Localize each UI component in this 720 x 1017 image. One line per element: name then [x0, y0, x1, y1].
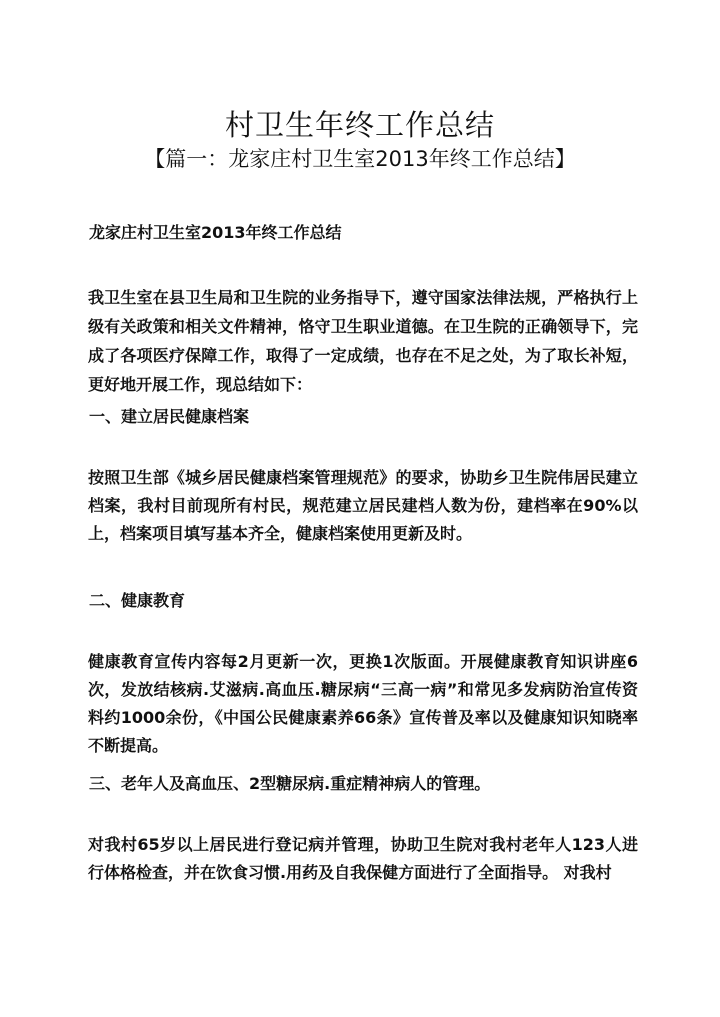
section2-paragraph: 健康教育宣传内容每2月更新一次，更换1次版面。开展健康教育知识讲座6次，发放结核病.艾滋病.高血压.糖尿病“三高一病”和常见多发病防治宣传资料约1000余份，《中国公民健康素养66条》宣传普及率以及健康知识知晓率不断提高。 — [88, 652, 638, 755]
section1-paragraph: 按照卫生部《城乡居民健康档案管理规范》的要求，协助乡卫生院伟居民建立档案，我村目前现所有村民，规范建立居民建档人数为份，建档率在90%以上，档案项目填写基本齐全，健康档案使用更新及时。 — [88, 468, 638, 543]
section1-heading: 一、建立居民健康档案 — [89, 407, 250, 426]
section3-paragraph: 对我村65岁以上居民进行登记病并管理，协助卫生院对我村老年人123人进行体格检查，并在饮食习惯.用药及自我保健方面进行了全面指导。 对我村 — [88, 835, 638, 882]
section2-heading: 二、健康教育 — [89, 591, 186, 610]
section3-heading: 三、老年人及高血压、2型糖尿病.重症精神病人的管理。 — [89, 774, 491, 793]
document-title: 村卫生年终工作总结 — [224, 108, 495, 143]
document-subtitle: 【篇一：龙家庄村卫生室2013年终工作总结】 — [144, 147, 576, 171]
intro-paragraph: 我卫生室在县卫生局和卫生院的业务指导下，遵守国家法律法规，严格执行上级有关政策和相关文件精神，恪守卫生职业道德。在卫生院的正确领导下，完成了各项医疗保障工作，取得了一定成绩，也存在不足之处，为了取长补短，更好地开展工作，现总结如下： — [88, 288, 638, 394]
doc-heading: 龙家庄村卫生室2013年终工作总结 — [89, 223, 342, 242]
